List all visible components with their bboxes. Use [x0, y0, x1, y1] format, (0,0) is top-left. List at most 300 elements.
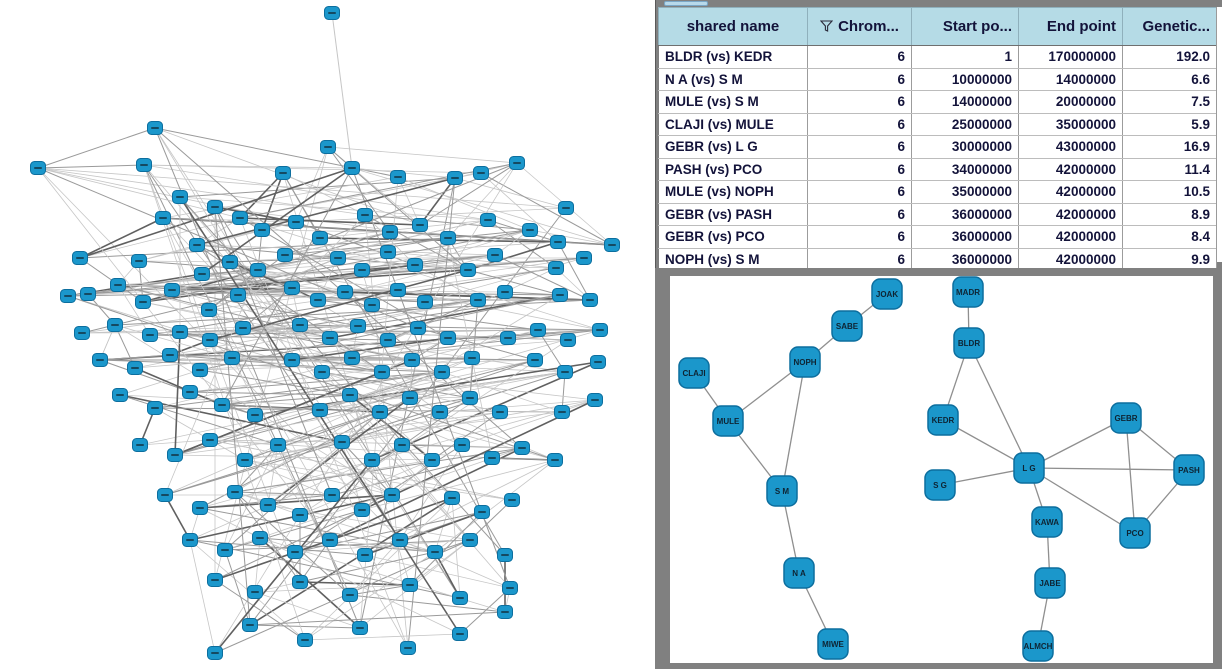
cell-chromosome: 6: [808, 68, 912, 91]
network-node-label-smudge: [146, 334, 154, 336]
network-node-label-smudge: [114, 284, 122, 286]
network-node[interactable]: [203, 434, 218, 447]
cell-genetic: 11.4: [1123, 158, 1217, 181]
network-node[interactable]: [413, 219, 428, 232]
subnetwork-node-s-g[interactable]: [925, 470, 955, 500]
column-header-label: Start po...: [942, 18, 1012, 35]
network-node[interactable]: [271, 439, 286, 452]
network-node[interactable]: [515, 442, 530, 455]
network-node-label-smudge: [531, 359, 539, 361]
network-node[interactable]: [343, 589, 358, 602]
table-header-row: [659, 8, 1217, 46]
edge-table-wrap: [658, 7, 1216, 271]
network-node-label-smudge: [176, 196, 184, 198]
network-node[interactable]: [285, 354, 300, 367]
subnetwork-edge-L G-PASH: [1029, 468, 1189, 470]
network-edge: [100, 355, 170, 360]
network-node[interactable]: [276, 167, 291, 180]
network-node[interactable]: [345, 352, 360, 365]
cell-start: 1: [912, 46, 1019, 69]
network-node-label-smudge: [501, 611, 509, 613]
network-node-label-smudge: [378, 371, 386, 373]
network-node[interactable]: [488, 249, 503, 262]
network-node[interactable]: [343, 389, 358, 402]
network-node[interactable]: [395, 439, 410, 452]
network-node[interactable]: [165, 284, 180, 297]
table-row[interactable]: [659, 113, 1217, 136]
subnetwork-node-label: PASH: [1178, 466, 1200, 475]
network-node[interactable]: [528, 354, 543, 367]
network-node-label-smudge: [552, 267, 560, 269]
column-header-chrom---[interactable]: [808, 8, 912, 46]
network-node-label-smudge: [477, 172, 485, 174]
network-node[interactable]: [553, 289, 568, 302]
table-row[interactable]: [659, 136, 1217, 159]
network-node[interactable]: [561, 334, 576, 347]
network-node[interactable]: [298, 634, 313, 647]
network-node-label-smudge: [346, 594, 354, 596]
network-node-label-smudge: [554, 241, 562, 243]
network-node[interactable]: [448, 172, 463, 185]
network-node[interactable]: [218, 544, 233, 557]
subnetwork-node-joak[interactable]: [872, 279, 902, 309]
network-node[interactable]: [293, 509, 308, 522]
network-node[interactable]: [365, 454, 380, 467]
network-node-label-smudge: [508, 499, 516, 501]
network-node[interactable]: [523, 224, 538, 237]
subnetwork-node-l-g[interactable]: [1014, 453, 1044, 483]
network-node[interactable]: [391, 284, 406, 297]
network-node-label-smudge: [406, 397, 414, 399]
network-node[interactable]: [228, 486, 243, 499]
network-node[interactable]: [148, 122, 163, 135]
network-node[interactable]: [428, 546, 443, 559]
network-node[interactable]: [325, 7, 340, 20]
network-node[interactable]: [391, 171, 406, 184]
subnetwork-node-noph[interactable]: [790, 347, 820, 377]
cell-genetic: 6.6: [1123, 68, 1217, 91]
network-node-label-smudge: [161, 494, 169, 496]
network-node-label-smudge: [428, 459, 436, 461]
network-node[interactable]: [335, 436, 350, 449]
network-node-label-smudge: [406, 584, 414, 586]
network-node[interactable]: [453, 628, 468, 641]
network-node[interactable]: [231, 289, 246, 302]
network-node[interactable]: [108, 319, 123, 332]
network-node[interactable]: [193, 502, 208, 515]
network-node[interactable]: [225, 352, 240, 365]
network-node[interactable]: [510, 157, 525, 170]
network-node[interactable]: [261, 499, 276, 512]
network-edge: [100, 360, 442, 372]
network-node[interactable]: [323, 534, 338, 547]
network-node-label-smudge: [211, 579, 219, 581]
network-node[interactable]: [321, 141, 336, 154]
network-node-label-smudge: [318, 371, 326, 373]
network-node[interactable]: [493, 406, 508, 419]
network-node[interactable]: [408, 259, 423, 272]
cell-end: 35000000: [1019, 113, 1123, 136]
network-node[interactable]: [173, 326, 188, 339]
network-node-label-smudge: [504, 337, 512, 339]
network-node[interactable]: [278, 249, 293, 262]
network-node-label-smudge: [416, 224, 424, 226]
table-row[interactable]: [659, 46, 1217, 69]
edge-table-panel: [655, 0, 1222, 268]
network-node[interactable]: [588, 394, 603, 407]
network-node[interactable]: [255, 224, 270, 237]
network-node[interactable]: [288, 546, 303, 559]
network-node[interactable]: [358, 209, 373, 222]
network-node-label-smudge: [296, 581, 304, 583]
network-node[interactable]: [73, 252, 88, 265]
network-node[interactable]: [338, 286, 353, 299]
network-node[interactable]: [418, 296, 433, 309]
network-node[interactable]: [593, 324, 608, 337]
network-node-label-smudge: [451, 177, 459, 179]
network-node-label-smudge: [458, 444, 466, 446]
network-node[interactable]: [190, 239, 205, 252]
network-node-label-smudge: [361, 214, 369, 216]
network-node[interactable]: [111, 279, 126, 292]
network-node[interactable]: [531, 324, 546, 337]
network-node[interactable]: [81, 288, 96, 301]
network-node-label-smudge: [456, 597, 464, 599]
network-node[interactable]: [148, 402, 163, 415]
network-node[interactable]: [559, 202, 574, 215]
cell-chromosome: 6: [808, 113, 912, 136]
subnetwork-node-label: ALMCH: [1023, 642, 1053, 651]
network-node[interactable]: [183, 534, 198, 547]
network-node[interactable]: [158, 489, 173, 502]
column-header-genetic---[interactable]: [1123, 8, 1217, 46]
network-node[interactable]: [505, 494, 520, 507]
network-node-label-smudge: [196, 369, 204, 371]
network-node[interactable]: [137, 159, 152, 172]
network-node[interactable]: [75, 327, 90, 340]
network-node[interactable]: [251, 264, 266, 277]
network-node-label-smudge: [491, 254, 499, 256]
network-node[interactable]: [195, 268, 210, 281]
network-node[interactable]: [548, 454, 563, 467]
network-node[interactable]: [381, 246, 396, 259]
network-node[interactable]: [345, 162, 360, 175]
network-node[interactable]: [383, 226, 398, 239]
network-node-label-smudge: [279, 172, 287, 174]
cell-end: 170000000: [1019, 46, 1123, 69]
network-node[interactable]: [313, 232, 328, 245]
network-node-label-smudge: [501, 554, 509, 556]
network-node[interactable]: [501, 332, 516, 345]
column-header-label: End point: [1046, 18, 1116, 35]
network-node[interactable]: [465, 352, 480, 365]
network-node-label-smudge: [256, 537, 264, 539]
network-node[interactable]: [293, 576, 308, 589]
network-node[interactable]: [313, 404, 328, 417]
table-row[interactable]: [659, 181, 1217, 204]
subnetwork-edges: [694, 292, 1189, 646]
network-node[interactable]: [445, 492, 460, 505]
network-node-label-smudge: [354, 325, 362, 327]
cell-chromosome: 6: [808, 226, 912, 249]
network-node[interactable]: [401, 642, 416, 655]
network-node[interactable]: [385, 489, 400, 502]
network-node-label-smudge: [274, 444, 282, 446]
cell-genetic: 8.9: [1123, 203, 1217, 226]
network-node[interactable]: [311, 294, 326, 307]
subnetwork-edge-GEBR-PCO: [1126, 418, 1135, 533]
cell-start: 25000000: [912, 113, 1019, 136]
network-node-label-smudge: [196, 507, 204, 509]
network-node-label-smudge: [288, 359, 296, 361]
network-node-label-smudge: [506, 587, 514, 589]
network-node-label-smudge: [348, 167, 356, 169]
column-header-end-point[interactable]: [1019, 8, 1123, 46]
network-node[interactable]: [481, 214, 496, 227]
cell-end: 42000000: [1019, 226, 1123, 249]
network-node[interactable]: [208, 201, 223, 214]
network-node[interactable]: [31, 162, 46, 175]
network-node[interactable]: [441, 332, 456, 345]
network-node[interactable]: [285, 282, 300, 295]
subnetwork-node-madr[interactable]: [953, 277, 983, 307]
subnetwork-node-almch[interactable]: [1023, 631, 1053, 661]
network-node[interactable]: [471, 294, 486, 307]
network-node-label-smudge: [206, 339, 214, 341]
network-node[interactable]: [355, 264, 370, 277]
scrollbar-thumb[interactable]: [664, 1, 708, 6]
network-node[interactable]: [193, 364, 208, 377]
network-node[interactable]: [163, 349, 178, 362]
network-node-label-smudge: [116, 394, 124, 396]
network-node[interactable]: [591, 356, 606, 369]
network-node-label-smudge: [564, 339, 572, 341]
table-row[interactable]: [659, 158, 1217, 181]
network-node[interactable]: [403, 579, 418, 592]
network-node[interactable]: [315, 366, 330, 379]
subnetwork-node-miwe[interactable]: [818, 629, 848, 659]
network-node-label-smudge: [166, 354, 174, 356]
subnetwork-node-kedr[interactable]: [928, 405, 958, 435]
network-node[interactable]: [455, 439, 470, 452]
network-node-label-smudge: [388, 494, 396, 496]
edge-attribute-table: [658, 7, 1217, 271]
network-node[interactable]: [425, 454, 440, 467]
subnetwork-canvas[interactable]: [670, 276, 1213, 663]
network-node[interactable]: [365, 299, 380, 312]
network-node-label-smudge: [404, 647, 412, 649]
network-node-label-smudge: [398, 444, 406, 446]
network-node[interactable]: [128, 362, 143, 375]
network-node-label-smudge: [408, 359, 416, 361]
subnetwork-node-bldr[interactable]: [954, 328, 984, 358]
network-node[interactable]: [289, 216, 304, 229]
network-node-label-smudge: [314, 299, 322, 301]
network-node[interactable]: [203, 334, 218, 347]
network-node[interactable]: [355, 504, 370, 517]
network-node[interactable]: [353, 622, 368, 635]
network-node-label-smudge: [296, 324, 304, 326]
subnetwork-node-pash[interactable]: [1174, 455, 1204, 485]
subnetwork-node-label: BLDR: [957, 339, 981, 348]
network-node[interactable]: [453, 592, 468, 605]
table-row[interactable]: [659, 203, 1217, 226]
network-node[interactable]: [61, 290, 76, 303]
network-node[interactable]: [485, 452, 500, 465]
network-node[interactable]: [293, 319, 308, 332]
network-edge: [200, 508, 260, 538]
network-node[interactable]: [558, 366, 573, 379]
network-node[interactable]: [248, 409, 263, 422]
subnetwork-node-gebr[interactable]: [1111, 403, 1141, 433]
subnetwork-node-label: JOAK: [875, 290, 899, 299]
network-node[interactable]: [605, 239, 620, 252]
filter-icon: [820, 20, 833, 32]
network-node[interactable]: [393, 534, 408, 547]
column-header-start-po---[interactable]: [912, 8, 1019, 46]
network-node[interactable]: [331, 252, 346, 265]
cell-genetic: 7.5: [1123, 91, 1217, 114]
network-node-label-smudge: [292, 221, 300, 223]
network-node-label-smudge: [580, 257, 588, 259]
cell-shared_name: CLAJI (vs) MULE: [659, 113, 808, 136]
network-edge: [38, 165, 144, 168]
network-node-label-smudge: [464, 269, 472, 271]
cell-genetic: 192.0: [1123, 46, 1217, 69]
network-node[interactable]: [433, 406, 448, 419]
network-node[interactable]: [555, 406, 570, 419]
network-node-label-smudge: [334, 257, 342, 259]
network-node[interactable]: [498, 606, 513, 619]
cell-shared_name: GEBR (vs) PASH: [659, 203, 808, 226]
network-node[interactable]: [583, 294, 598, 307]
cell-start: 30000000: [912, 136, 1019, 159]
network-node-label-smudge: [246, 624, 254, 626]
network-edge: [305, 634, 460, 640]
network-node[interactable]: [208, 647, 223, 660]
subnetwork-node-pco[interactable]: [1120, 518, 1150, 548]
network-node[interactable]: [132, 255, 147, 268]
network-node[interactable]: [351, 320, 366, 333]
network-node-label-smudge: [328, 494, 336, 496]
network-node[interactable]: [143, 329, 158, 342]
network-node-label-smudge: [221, 549, 229, 551]
network-node-label-smudge: [478, 511, 486, 513]
network-node[interactable]: [133, 439, 148, 452]
network-node[interactable]: [549, 262, 564, 275]
table-row[interactable]: [659, 68, 1217, 91]
network-node[interactable]: [358, 549, 373, 562]
subnetwork-panel: [655, 268, 1222, 669]
column-header-label: shared name: [686, 18, 780, 35]
network-node-label-smudge: [281, 254, 289, 256]
network-node[interactable]: [202, 304, 217, 317]
network-node-label-smudge: [438, 371, 446, 373]
subnetwork-node-label: MULE: [716, 417, 740, 426]
network-node[interactable]: [475, 506, 490, 519]
network-node-label-smudge: [444, 337, 452, 339]
network-node[interactable]: [325, 489, 340, 502]
subnetwork-node-mule[interactable]: [713, 406, 743, 436]
cell-shared_name: PASH (vs) PCO: [659, 158, 808, 181]
subnetwork-node-label: PCO: [1126, 529, 1144, 538]
network-node-label-smudge: [414, 327, 422, 329]
subnetwork-node-label: N A: [792, 569, 806, 578]
network-node-label-smudge: [251, 591, 259, 593]
network-node-label-smudge: [151, 407, 159, 409]
network-node-label-smudge: [239, 327, 247, 329]
network-node[interactable]: [223, 256, 238, 269]
network-node[interactable]: [503, 582, 518, 595]
network-node[interactable]: [463, 392, 478, 405]
network-node[interactable]: [113, 389, 128, 402]
network-node[interactable]: [373, 406, 388, 419]
network-node-label-smudge: [193, 244, 201, 246]
network-node[interactable]: [156, 212, 171, 225]
network-node[interactable]: [208, 574, 223, 587]
network-node-label-smudge: [211, 206, 219, 208]
cell-shared_name: GEBR (vs) L G: [659, 136, 808, 159]
network-node[interactable]: [403, 392, 418, 405]
network-node[interactable]: [93, 354, 108, 367]
network-node[interactable]: [233, 212, 248, 225]
network-node[interactable]: [168, 449, 183, 462]
network-node-label-smudge: [111, 324, 119, 326]
subnetwork-node-s-m[interactable]: [767, 476, 797, 506]
network-node[interactable]: [405, 354, 420, 367]
subnetwork-node-label: GEBR: [1114, 414, 1138, 423]
network-node-label-smudge: [496, 411, 504, 413]
subnetwork-node-kawa[interactable]: [1032, 507, 1062, 537]
subnetwork-node-label: L G: [1022, 464, 1036, 473]
network-node[interactable]: [577, 252, 592, 265]
subnetwork-node-n-a[interactable]: [784, 558, 814, 588]
network-node[interactable]: [551, 236, 566, 249]
subnetwork-node-sabe[interactable]: [832, 311, 862, 341]
network-node[interactable]: [461, 264, 476, 277]
network-node[interactable]: [498, 286, 513, 299]
network-node[interactable]: [238, 454, 253, 467]
network-node[interactable]: [248, 586, 263, 599]
network-node[interactable]: [215, 399, 230, 412]
network-node[interactable]: [381, 334, 396, 347]
table-vertical-scroll-track[interactable]: [1216, 7, 1222, 262]
network-node[interactable]: [474, 167, 489, 180]
network-node[interactable]: [136, 296, 151, 309]
subnetwork-node-claji[interactable]: [679, 358, 709, 388]
network-node[interactable]: [375, 366, 390, 379]
subnetwork-node-jabe[interactable]: [1035, 568, 1065, 598]
network-node[interactable]: [411, 322, 426, 335]
network-node[interactable]: [498, 549, 513, 562]
network-node[interactable]: [463, 534, 478, 547]
network-node[interactable]: [236, 322, 251, 335]
network-node-label-smudge: [151, 127, 159, 129]
column-header-shared-name[interactable]: [659, 8, 808, 46]
network-node-label-smudge: [288, 287, 296, 289]
network-node[interactable]: [183, 386, 198, 399]
network-node[interactable]: [323, 332, 338, 345]
table-row[interactable]: [659, 226, 1217, 249]
table-row[interactable]: [659, 91, 1217, 114]
network-node[interactable]: [243, 619, 258, 632]
table-horizontal-scrollbar[interactable]: [656, 0, 1222, 7]
network-node-label-smudge: [328, 12, 336, 14]
network-node[interactable]: [173, 191, 188, 204]
network-node[interactable]: [441, 232, 456, 245]
network-node[interactable]: [435, 366, 450, 379]
network-node[interactable]: [253, 532, 268, 545]
